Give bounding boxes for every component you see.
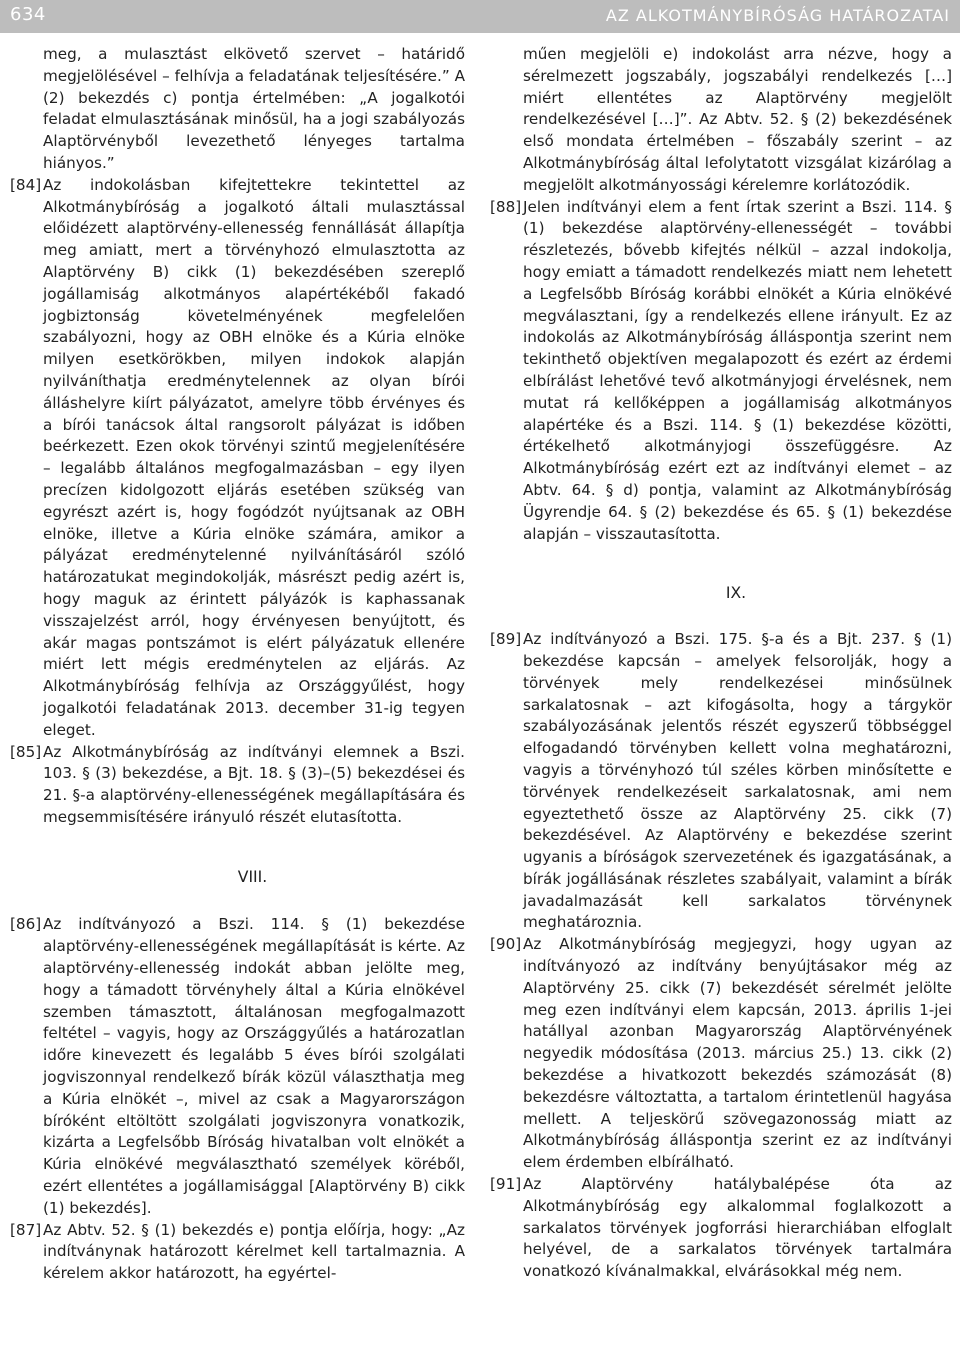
section-heading-ix: IX. <box>725 584 747 603</box>
paragraph-text: Az Alkotmánybíróság az indítványi elemnek a Bszi. 103. § (3) bekezdése, a Bjt. 18. § (3)–(5) bekezdései és 21. §-a alaptörvény-ellenességének megállapítására és megsemmisítésére irányuló részét elutasította. <box>43 742 465 826</box>
paragraph-number: [86] <box>10 915 42 934</box>
paragraph-number: [84] <box>10 175 42 194</box>
running-head: AZ ALKOTMÁNYBÍRÓSÁG HATÁROZATAI <box>605 6 950 25</box>
page-header <box>0 0 960 33</box>
paragraph-number: [91] <box>490 1175 522 1194</box>
paragraph-number: [90] <box>490 935 522 954</box>
paragraph-text: Az Alaptörvény hatálybalépése óta az Alkotmánybíróság egy alkalommal foglalkozott a sarkalatos törvények jogforrási hierarchiában elfoglalt helyével, de a sarkalatos törvények tartalmára vonatkozó kívánalmakkal, elvárásokkal még nem. <box>523 1175 952 1281</box>
paragraph-91 <box>490 1174 952 1283</box>
section-heading-viii: VIII. <box>237 867 268 886</box>
left-column <box>10 44 465 1285</box>
paragraph-text: Az Alkotmánybíróság megjegyzi, hogy ugyan az indítványozó az indítvány benyújtásakor még az Alaptörvény 25. cikk (7) bekezdését sérelmét jelölte meg ezen indítványi elem kapcsán, 2013. április 1-jei hatállyal azonban Magyarország Alaptörvényének negyedik módosítása (2013. március 25.) 13. cikk (2) bekezdése a hivatkozott bekezdés számozását (8) bekezdésre változtatta, a tartalom érintetlenül hagyása mellett. A teljeskörű szövegazonosság miatt az Alkotmánybíróság álláspontja szerint ez az indítványi elem érdemben elbírálható. <box>523 935 952 1172</box>
paragraph-text: Az indítványozó a Bszi. 175. §-a és a Bjt. 237. § (1) bekezdése kapcsán – amelyek felsorolják, hogy a törvények mely rendelkezései minősülnek sarkalatosnak – azt kifogásolta, hogy a tárgykör szabályozásának jelentős részét egyszerű többséggel elfogadandó törvényben kellett volna meghatározni, vagyis a törvényhozó túl széles körben minősítette e törvények rendelkezéseit sarkalatosnak, ami nem egyeztethető össze az Alaptörvény 25. cikk (7) bekezdésével. Az Alaptörvény e bekezdése szerint ugyanis a bíróságok szervezetének és igazgatásának, a bírák jogállásának részletes szabályait, valamint a bírák javadalmazását kell sarkalatos törvénynek meghatároznia. <box>523 630 952 932</box>
paragraph-89 <box>490 629 952 934</box>
paragraph-text: Az Abtv. 52. § (1) bekezdés e) pontja előírja, hogy: „Az indítványnak határozott kérelmet kell tartalmaznia. A kérelem akkor határozott, ha egyértel- <box>43 1220 465 1283</box>
paragraph-85 <box>10 742 465 829</box>
paragraph-87 <box>10 1220 465 1285</box>
right-column <box>490 44 952 1283</box>
paragraph-number: [87] <box>10 1220 42 1239</box>
paragraph-number: [88] <box>490 197 522 216</box>
page-number: 634 <box>10 4 46 25</box>
paragraph-84 <box>10 175 465 742</box>
paragraph-number: [85] <box>10 742 42 761</box>
paragraph-text: Jelen indítványi elem a fent írtak szerint a Bszi. 114. § (1) bekezdése alaptörvény-ellenességét – további részletezés, bővebb kifejtés nélkül – azzal indokolja, hogy emiatt a támadott rendelkezés miatt nem lehetett a Legfelsőbb Bíróság korábbi elnökét a Kúria elnökévé megválasztani, így a rendelkezés ellene irányult. Ez az indokolás az Alkotmánybíróság álláspontja szerint nem tekinthető objektíven megalapozott és ezért az érdemi elbírálást lehetővé tevő alkotmányjogi érvelésnek, nem mutat rá kellőképpen a jogállamiság alkotmányos alapértéke és a Bszi. 114. § (1) bekezdése közötti, értékelhető alkotmányjogi összefüggésre. Az Alkotmánybíróság ezért ezt az indítványi elemet – az Abtv. 64. § d) pontja, valamint az Alkotmánybíróság Ügyrendje 64. § (2) bekezdése és 65. § (1) bekezdése alapján – visszautasította. <box>523 197 952 543</box>
continued-text: meg, a mulasztást elkövető szervet – határidő megjelölésével – felhívja a feladatának teljesítésére.” A (2) bekezdés c) pontja értelmében: „A jogalkotói feladat elmulasztásának minősül, ha a jogi szabályozás Alaptörvényből levezethető lényeges tartalma hiányos.” <box>43 45 465 172</box>
paragraph-text: Az indokolásban kifejtettekre tekintettel az Alkotmánybíróság a jogalkotó általi mulasztással előidézett alaptörvény-ellenesség fennállását állapítja meg amiatt, mert a törvényhozó elmulasztotta az Alaptörvény B) cikk (1) bekezdésében szereplő jogállamiság alkotmányos alapértékéből fakadó jogbiztonság követelményének megfelelően szabályozni, hogy az OBH elnöke és a Kúria elnöke milyen esetkörökben, milyen indokok alapján nyilváníthatja eredménytelennek az olyan bírói álláshelyre kiírt pályázatot, amelyre több érvényes és a bírói tanácsok által rangsorolt pályázat is időben beérkezett. Ezen okok törvényi szintű megjelenítésére – legalább általános megfogalmazásban – egy ilyen precízen kidolgozott eljárás esetében szükség van egyrészt azért is, hogy fogódzót nyújtsanak az OBH elnöke, illetve a Kúria elnöke számára, amikor a pályázat eredménytelenné nyilvánításáról szóló határozatukat megindokolják, másrészt pedig azért is, hogy maguk az érintett pályázók is kaphassanak visszajelzést arról, hogy érvényesen benyújtott, és akár magas pontszámot is elért pályázatuk ellenére miért lett mégis eredménytelen az eljárás. Az Alkotmánybíróság felhívja az Országgyűlést, hogy jogalkotói feladatának 2013. december 31-ig tegyen eleget. <box>43 175 465 739</box>
paragraph-text: Az indítványozó a Bszi. 114. § (1) bekezdése alaptörvény-ellenességének megállapítását is kérte. Az alaptörvény-ellenesség indokát abban jelölte meg, hogy a támadott törvényhely által a Kúria elnökével szemben támasztott, általánosan megfogalmazott feltétel – vagyis, hogy az Országgyűlés a határozatlan időre kinevezett és legalább 5 éves bírói szolgálati jogviszonnyal rendelkező bírák közül választhatja meg a Kúria elnökét –, mivel az csak a Magyarországon bíróként eltöltött szolgálati jogviszonyra vonatkozik, kizárta a Legfelsőbb Bíróság hivatalban volt elnökét a Kúria elnökévé megválasztható személyek köréből, ezért ellentétes a jogállamisággal [Alaptörvény B) cikk (1) bekezdés]. <box>43 915 465 1217</box>
paragraph-86 <box>10 914 465 1219</box>
continued-text: műen megjelöli e) indokolást arra nézve, hogy a sérelmezett jogszabály, jogszabályi rendelkezés […] miért ellentétes az Alaptörvény megjelölt rendelkezésével […]”. Az Abtv. 52. § (2) bekezdésének első mondata értelmében – főszabály szerint – az Alkotmánybíróság által lefolytatott vizsgálat kizárólag a megjelölt alkotmányossági kérelemre korlátozódik. <box>523 45 952 194</box>
paragraph-90 <box>490 934 952 1174</box>
paragraph-88 <box>490 197 952 546</box>
paragraph-number: [89] <box>490 630 522 649</box>
